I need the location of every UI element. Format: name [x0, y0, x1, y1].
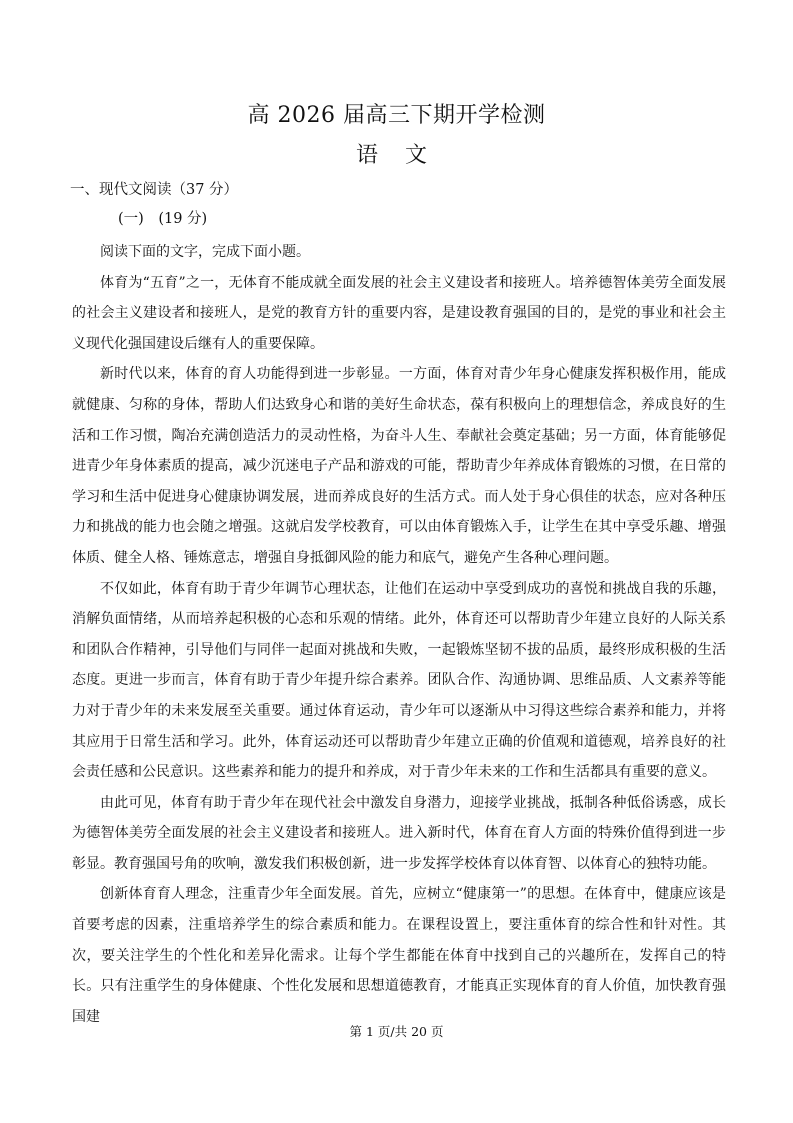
subject-title: 语 文	[356, 143, 437, 168]
passage-paragraph-2: 新时代以来，体育的育人功能得到进一步彰显。一方面，体育对青少年身心健康发挥积极作用，能成就健康、匀称的身体，帮助人们达致身心和谐的美好生命状态，葆有积极向上的理想信念，养成良好的生活和工作习惯，陶冶充满创造活力的灵动性格，为奋斗人生、奉献社会奠定基础；另一方面，体育能够促进青少年身体素质的提高，减少沉迷电子产品和游戏的可能，帮助青少年养成体育锻炼的习惯，在日常的学习和生活中促进身心健康协调发展，进而养成良好的生活方式。而人处于身心俱佳的状态，应对各种压力和挑战的能力也会随之增强。这就启发学校教育，可以由体育锻炼入手，让学生在其中享受乐趣、增强体质、健全人格、锤炼意志，增强自身抵御风险的能力和底气，避免产生各种心理问题。	[72, 366, 726, 566]
reading-passage	[72, 237, 726, 1032]
page-number: 第 1 页/共 20 页	[349, 1024, 444, 1039]
passage-paragraph-5: 创新体育育人理念，注重青少年全面发展。首先，应树立“健康第一”的思想。在体育中，健康应该是首要考虑的因素，注重培养学生的综合素质和能力。在课程设置上，要注重体育的综合性和针对性。其次，要关注学生的个性化和差异化需求。让每个学生都能在体育中找到自己的兴趣所在，发挥自己的特长。只有注重学生的身体健康、个性化发展和思想道德教育，才能真正实现体育的育人价值，加快教育强国建	[72, 886, 726, 1025]
passage-paragraph-4: 由此可见，体育有助于青少年在现代社会中激发自身潜力，迎接学业挑战，抵制各种低俗诱惑，成长为德智体美劳全面发展的社会主义建设者和接班人。进入新时代，体育在育人方面的特殊价值得到进一步彰显。教育强国号角的吹响，激发我们积极创新，进一步发挥学校体育以体育智、以体育心的独特功能。	[72, 794, 726, 872]
passage-paragraph-3: 不仅如此，体育有助于青少年调节心理状态，让他们在运动中享受到成功的喜悦和挑战自我的乐趣，消解负面情绪，从而培养起积极的心态和乐观的情绪。此外，体育还可以帮助青少年建立良好的人际关系和团队合作精神，引导他们与同伴一起面对挑战和失败，一起锻炼坚韧不拔的品质，最终形成积极的生活态度。更进一步而言，体育有助于青少年提升综合素养。团队合作、沟通协调、思维品质、人文素养等能力对于青少年的未来发展至关重要。通过体育运动，青少年可以逐渐从中习得这些综合素养和能力，并将其应用于日常生活和学习。此外，体育运动还可以帮助青少年建立正确的价值观和道德观，培养良好的社会责任感和公民意识。这些素养和能力的提升和养成，对于青少年未来的工作和生活都具有重要的意义。	[72, 580, 726, 781]
section-heading: 一、现代文阅读（37 分）	[70, 182, 239, 198]
passage-paragraph-1: 体育为“五育”之一，无体育不能成就全面发展的社会主义建设者和接班人。培养德智体美劳全面发展的社会主义建设者和接班人，是党的教育方针的重要内容，是建设教育强国的目的，是党的事业和社会主义现代化强国建设后继有人的重要保障。	[72, 274, 726, 352]
exam-title: 高 2026 届高三下期开学检测	[247, 103, 546, 128]
subsection-heading: (一) (19 分)	[118, 211, 208, 227]
instruction-paragraph: 阅读下面的文字，完成下面小题。	[100, 244, 310, 260]
